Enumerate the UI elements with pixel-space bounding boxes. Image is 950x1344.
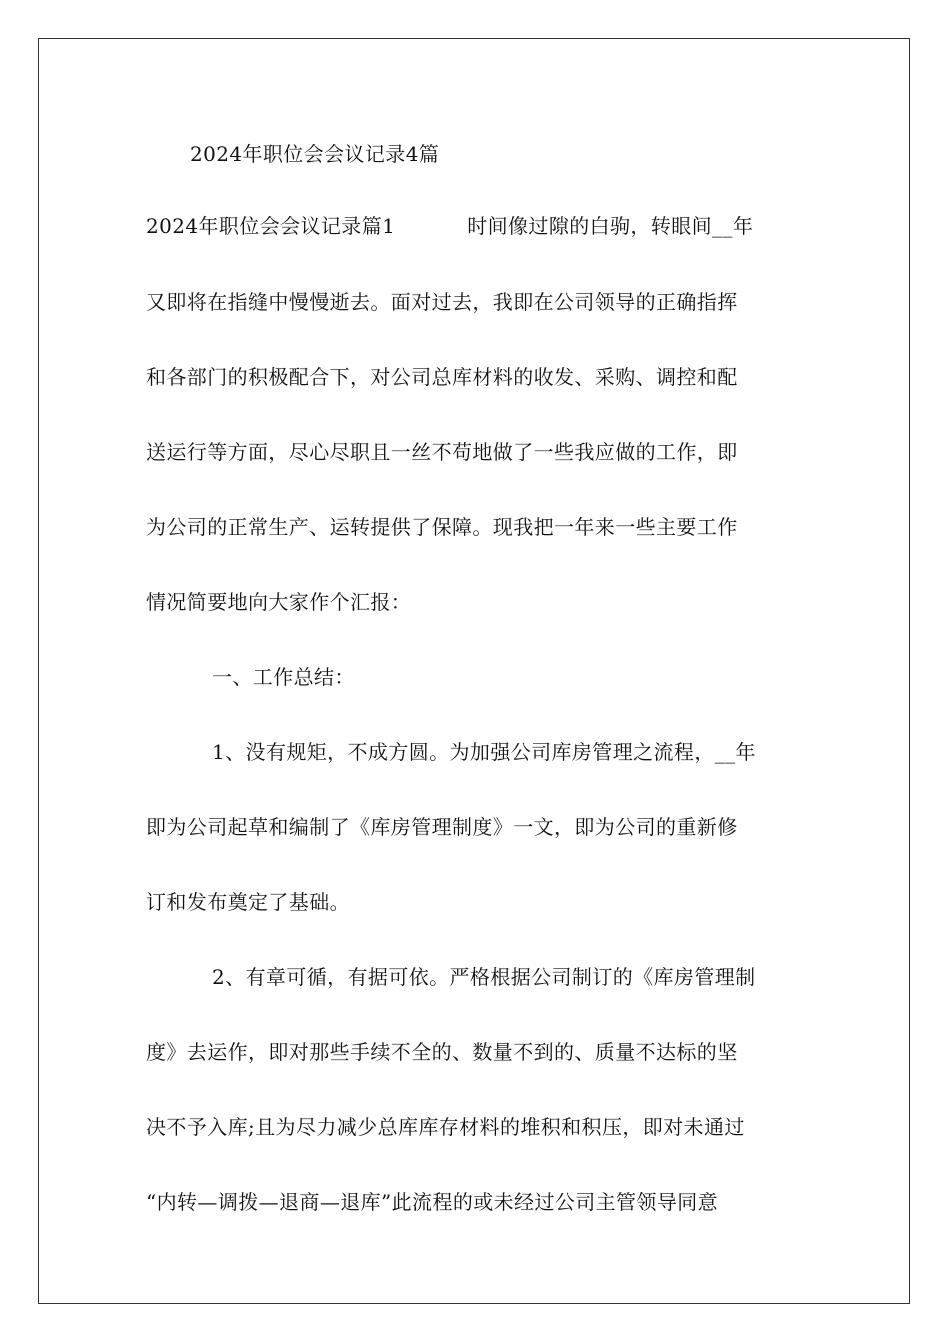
subsection-heading: 一、工作总结： bbox=[212, 665, 355, 689]
paragraph-line: 和各部门的积极配合下，对公司总库材料的收发、采购、调控和配 bbox=[146, 365, 738, 389]
paragraph-line: 送运行等方面，尽心尽职且一丝不苟地做了一些我应做的工作，即 bbox=[146, 440, 738, 464]
paragraph-line: 1、没有规矩，不成方圆。为加强公司库房管理之流程，__年 bbox=[212, 740, 756, 764]
section-heading: 2024年职位会会议记录篇1 bbox=[146, 214, 396, 238]
paragraph-line: 2、有章可循，有据可依。严格根据公司制订的《库房管理制 bbox=[212, 965, 756, 989]
section-first-line bbox=[146, 212, 753, 240]
paragraph-line: 时间像过隙的白驹，转眼间__年 bbox=[467, 214, 754, 238]
document-title: 2024年职位会会议记录4篇 bbox=[190, 142, 440, 166]
paragraph-line: “内转—调拨—退商—退库”此流程的或未经过公司主管领导同意 bbox=[146, 1190, 719, 1214]
paragraph-line: 情况简要地向大家作个汇报： bbox=[146, 590, 412, 614]
paragraph-line: 为公司的正常生产、运转提供了保障。现我把一年来一些主要工作 bbox=[146, 515, 738, 539]
paragraph-line: 度》去运作，即对那些手续不全的、数量不到的、质量不达标的坚 bbox=[146, 1040, 738, 1064]
paragraph-line: 又即将在指缝中慢慢逝去。面对过去，我即在公司领导的正确指挥 bbox=[146, 290, 738, 314]
paragraph-line: 即为公司起草和编制了《库房管理制度》一文，即为公司的重新修 bbox=[146, 815, 738, 839]
paragraph-line: 订和发布奠定了基础。 bbox=[146, 890, 350, 914]
paragraph-line: 决不予入库;且为尽力减少总库库存材料的堆积和积压，即对未通过 bbox=[146, 1115, 745, 1139]
